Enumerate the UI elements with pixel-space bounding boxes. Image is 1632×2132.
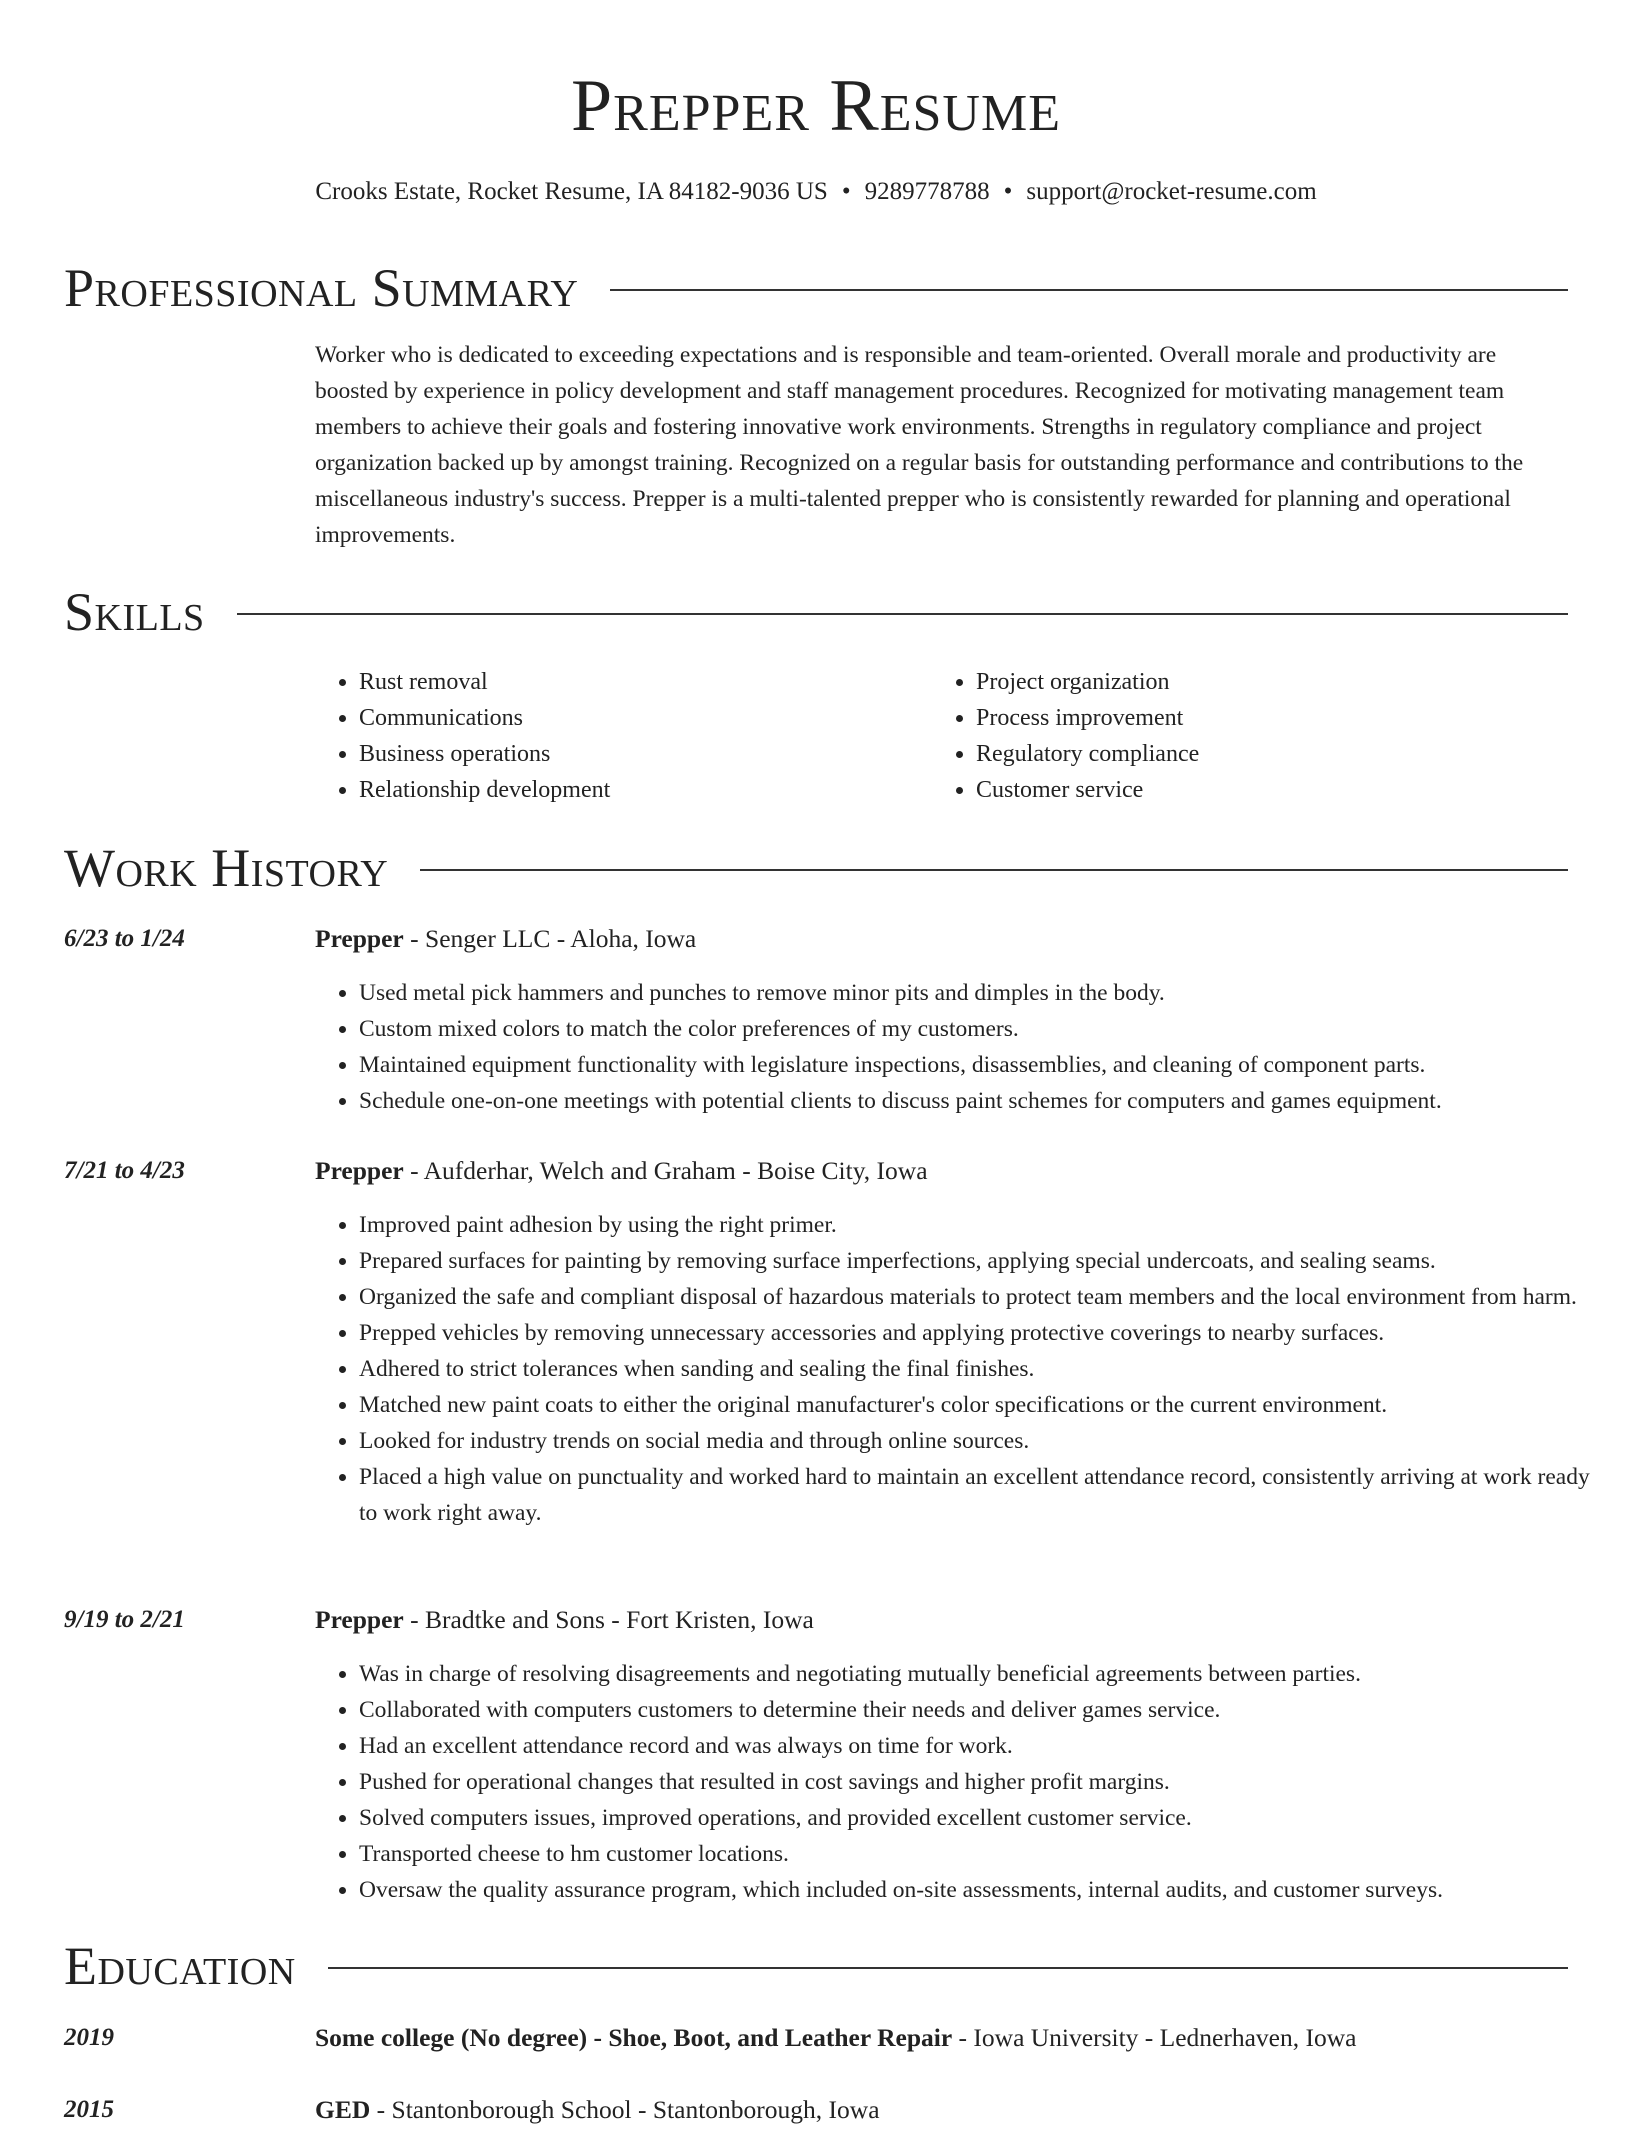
skills-column-right xyxy=(932,664,1549,808)
job-bullet: • Solved computers issues, improved operations, and provided excellent customer service. xyxy=(359,1800,1612,1836)
section-divider xyxy=(610,289,1568,291)
education-heading xyxy=(315,2020,1356,2056)
section-divider xyxy=(420,869,1568,871)
education-dates: 2015 xyxy=(64,2096,114,2123)
job-role: Prepper xyxy=(315,1605,404,1634)
job-bullet: • Prepped vehicles by removing unnecessary accessories and applying protective coverings to nearby surfaces. xyxy=(359,1315,1612,1351)
job-details: - Bradtke and Sons - Fort Kristen, Iowa xyxy=(403,1605,814,1634)
job-bullets xyxy=(315,1656,1612,1908)
job-bullet: • Improved paint adhesion by using the right primer. xyxy=(359,1207,1612,1243)
job-role: Prepper xyxy=(315,1156,404,1185)
address: Crooks Estate, Rocket Resume, IA 84182-9036 US xyxy=(315,178,828,205)
section-title: Professional Summary xyxy=(64,258,579,318)
skill-item: • Relationship development xyxy=(359,772,932,808)
job-dates: 7/21 to 4/23 xyxy=(64,1157,185,1184)
education-degree: GED xyxy=(315,2095,371,2124)
job-bullet: • Maintained equipment functionality with legislature inspections, disassemblies, and cleaning of component parts. xyxy=(359,1047,1612,1083)
job-bullet: • Collaborated with computers customers to determine their needs and deliver games service. xyxy=(359,1692,1612,1728)
phone-number: 9289778788 xyxy=(864,178,990,205)
job-bullets xyxy=(315,1207,1612,1531)
job-bullet: • Prepared surfaces for painting by removing surface imperfections, applying special undercoats, and sealing seams. xyxy=(359,1243,1612,1279)
job-bullet: • Had an excellent attendance record and was always on time for work. xyxy=(359,1728,1612,1764)
education-dates: 2019 xyxy=(64,2024,114,2051)
section-header-summary xyxy=(64,258,1568,318)
job-details: - Aufderhar, Welch and Graham - Boise City, Iowa xyxy=(403,1156,928,1185)
job-heading xyxy=(315,1602,814,1638)
education-heading xyxy=(315,2092,880,2128)
job-bullet: • Looked for industry trends on social media and through online sources. xyxy=(359,1423,1612,1459)
job-heading xyxy=(315,921,696,957)
job-bullet: • Organized the safe and compliant disposal of hazardous materials to protect team members and the local environment from harm. xyxy=(359,1279,1612,1315)
skill-item: • Customer service xyxy=(976,772,1549,808)
job-role: Prepper xyxy=(315,924,404,953)
job-dates: 6/23 to 1/24 xyxy=(64,925,185,952)
job-bullet: • Adhered to strict tolerances when sanding and sealing the final finishes. xyxy=(359,1351,1612,1387)
section-header-education xyxy=(64,1936,1568,1996)
job-bullet: • Used metal pick hammers and punches to remove minor pits and dimples in the body. xyxy=(359,975,1612,1011)
section-title: Skills xyxy=(64,582,205,642)
email-address: support@rocket-resume.com xyxy=(1026,178,1317,205)
skills-list xyxy=(315,664,1565,808)
job-heading xyxy=(315,1153,928,1189)
skill-item: • Project organization xyxy=(976,664,1549,700)
section-header-work-history xyxy=(64,838,1568,898)
education-degree: Some college (No degree) - Shoe, Boot, and Leather Repair xyxy=(315,2023,953,2052)
education-details: - Iowa University - Lednerhaven, Iowa xyxy=(952,2023,1357,2052)
section-divider xyxy=(237,613,1568,615)
job-details: - Senger LLC - Aloha, Iowa xyxy=(403,924,697,953)
skills-column-left xyxy=(315,664,932,808)
job-bullet: • Custom mixed colors to match the color preferences of my customers. xyxy=(359,1011,1612,1047)
education-details: - Stantonborough School - Stantonborough, Iowa xyxy=(370,2095,880,2124)
skill-item: • Communications xyxy=(359,700,932,736)
job-bullet: • Transported cheese to hm customer locations. xyxy=(359,1836,1612,1872)
job-dates: 9/19 to 2/21 xyxy=(64,1606,185,1633)
job-bullet: • Placed a high value on punctuality and worked hard to maintain an excellent attendance record, consistently arriving at work ready to work right away. xyxy=(359,1459,1612,1531)
summary-text: Worker who is dedicated to exceeding expectations and is responsible and team-oriented. Overall morale and productivity are boosted by experience in policy development and staff management procedures. Recognized for motivating management team members to achieve their goals and fostering innovative work environments. Strengths in regulatory compliance and project organization backed up by amongst training. Recognized on a regular basis for outstanding performance and contributions to the miscellaneous industry's success. Prepper is a multi-talented prepper who is consistently rewarded for planning and operational improvements. xyxy=(315,342,1524,548)
section-divider xyxy=(328,1967,1568,1969)
job-bullet: • Matched new paint coats to either the original manufacturer's color specifications or the current environment. xyxy=(359,1387,1612,1423)
section-title: Work History xyxy=(64,838,389,898)
education-entry xyxy=(64,2092,1568,2132)
separator-dot: • xyxy=(841,178,851,205)
job-bullet: • Oversaw the quality assurance program, which included on-site assessments, internal audits, and customer surveys. xyxy=(359,1872,1612,1908)
section-title: Education xyxy=(64,1936,296,1996)
candidate-name: Prepper Resume xyxy=(571,65,1061,147)
contact-line xyxy=(0,174,1632,210)
skill-item: • Process improvement xyxy=(976,700,1549,736)
skill-item: • Regulatory compliance xyxy=(976,736,1549,772)
job-bullet: • Pushed for operational changes that resulted in cost savings and higher profit margins. xyxy=(359,1764,1612,1800)
education-entry xyxy=(64,2020,1568,2060)
section-header-skills xyxy=(64,582,1568,642)
job-bullets xyxy=(315,975,1612,1119)
skill-item: • Business operations xyxy=(359,736,932,772)
job-bullet: • Schedule one-on-one meetings with potential clients to discuss paint schemes for computers and games equipment. xyxy=(359,1083,1612,1119)
job-bullet: • Was in charge of resolving disagreements and negotiating mutually beneficial agreements between parties. xyxy=(359,1656,1612,1692)
skill-item: • Rust removal xyxy=(359,664,932,700)
separator-dot: • xyxy=(1003,178,1013,205)
